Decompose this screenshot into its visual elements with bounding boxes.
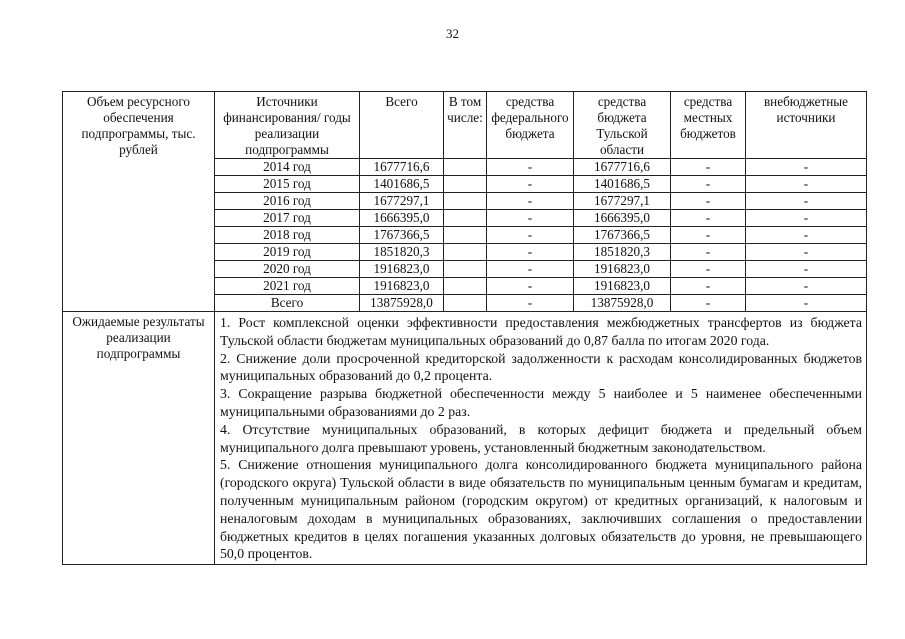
cell-including — [444, 278, 487, 295]
cell-including — [444, 210, 487, 227]
cell-year: 2018 год — [215, 227, 360, 244]
cell-total: 13875928,0 — [360, 295, 444, 312]
cell-total: 1401686,5 — [360, 176, 444, 193]
header-regional: средства бюджета Тульской области — [574, 92, 671, 159]
cell-federal: - — [487, 227, 574, 244]
cell-including — [444, 244, 487, 261]
cell-year: 2019 год — [215, 244, 360, 261]
result-item: 3. Сокращение разрыва бюджетной обеспеченности между 5 наиболее и 5 наименее обеспеченными муниципальными образованиями до 2 раз. — [220, 386, 862, 419]
cell-regional: 1767366,5 — [574, 227, 671, 244]
cell-extra: - — [746, 261, 867, 278]
results-row — [63, 312, 867, 565]
cell-local: - — [671, 193, 746, 210]
cell-regional: 1916823,0 — [574, 261, 671, 278]
cell-local: - — [671, 244, 746, 261]
cell-year: 2020 год — [215, 261, 360, 278]
cell-local: - — [671, 295, 746, 312]
cell-total: 1851820,3 — [360, 244, 444, 261]
passport-table — [62, 91, 867, 565]
results-label: Ожидаемые результаты реализации подпрограммы — [63, 312, 215, 565]
cell-year: 2015 год — [215, 176, 360, 193]
cell-total: 1916823,0 — [360, 261, 444, 278]
cell-local: - — [671, 227, 746, 244]
cell-year: 2016 год — [215, 193, 360, 210]
cell-extra: - — [746, 176, 867, 193]
cell-federal: - — [487, 295, 574, 312]
cell-year: Всего — [215, 295, 360, 312]
cell-extra: - — [746, 159, 867, 176]
cell-regional: 1401686,5 — [574, 176, 671, 193]
result-item: 2. Снижение доли просроченной кредиторской задолженности к расходам консолидированных бюджетов муниципальных образований до 0,2 процента. — [220, 350, 862, 384]
cell-regional: 1916823,0 — [574, 278, 671, 295]
cell-year: 2014 год — [215, 159, 360, 176]
cell-federal: - — [487, 159, 574, 176]
header-row — [63, 92, 867, 159]
header-local: средства местных бюджетов — [671, 92, 746, 159]
cell-total: 1916823,0 — [360, 278, 444, 295]
cell-extra: - — [746, 210, 867, 227]
cell-local: - — [671, 261, 746, 278]
cell-year: 2021 год — [215, 278, 360, 295]
cell-local: - — [671, 159, 746, 176]
cell-local: - — [671, 278, 746, 295]
cell-federal: - — [487, 193, 574, 210]
cell-total: 1677716,6 — [360, 159, 444, 176]
cell-including — [444, 295, 487, 312]
cell-extra: - — [746, 278, 867, 295]
result-item: 5. Снижение отношения муниципального долга консолидированного бюджета муниципального района (городского округа) Тульской области в виде обязательств по муниципальным ценным бумагам и кредитам, полученным муниципальным районом (городским округом) от кредитных организаций, к налоговым и неналоговым доходам в муниципальных образованиях, заключивших соглашения о предоставлении бюджетных кредитов в целях погашения указанных долговых обязательств до уровня, не превышающего 50,0 процентов. — [220, 457, 862, 562]
cell-regional: 1677716,6 — [574, 159, 671, 176]
cell-extra: - — [746, 244, 867, 261]
header-total: Всего — [360, 92, 444, 159]
resource-label: Объем ресурсного обеспечения подпрограммы, тыс. рублей — [63, 92, 215, 312]
cell-regional: 1851820,3 — [574, 244, 671, 261]
cell-federal: - — [487, 244, 574, 261]
cell-including — [444, 159, 487, 176]
result-item: 4. Отсутствие муниципальных образований, в которых дефицит бюджета и предельный объем муниципального долга превышают уровень, установленный бюджетным законодательством. — [220, 421, 862, 455]
cell-federal: - — [487, 261, 574, 278]
cell-extra: - — [746, 227, 867, 244]
result-item: 1. Рост комплексной оценки эффективности предоставления межбюджетных трансфертов из бюджета Тульской области бюджетам муниципальных образований до 0,87 балла по итогам 2020 года. — [220, 315, 862, 348]
cell-extra: - — [746, 193, 867, 210]
cell-federal: - — [487, 210, 574, 227]
cell-extra: - — [746, 295, 867, 312]
header-sources: Источники финансирования/ годы реализации подпрограммы — [215, 92, 360, 159]
cell-total: 1677297,1 — [360, 193, 444, 210]
cell-regional: 1677297,1 — [574, 193, 671, 210]
header-federal: средства федерального бюджета — [487, 92, 574, 159]
cell-local: - — [671, 176, 746, 193]
cell-regional: 1666395,0 — [574, 210, 671, 227]
results-content — [215, 312, 867, 565]
cell-total: 1767366,5 — [360, 227, 444, 244]
cell-including — [444, 261, 487, 278]
cell-including — [444, 193, 487, 210]
cell-federal: - — [487, 176, 574, 193]
cell-including — [444, 176, 487, 193]
page-number: 32 — [446, 26, 459, 41]
cell-total: 1666395,0 — [360, 210, 444, 227]
cell-year: 2017 год — [215, 210, 360, 227]
header-including: В том числе: — [444, 92, 487, 159]
cell-including — [444, 227, 487, 244]
cell-federal: - — [487, 278, 574, 295]
header-extra: внебюджетные источники — [746, 92, 867, 159]
cell-regional: 13875928,0 — [574, 295, 671, 312]
cell-local: - — [671, 210, 746, 227]
